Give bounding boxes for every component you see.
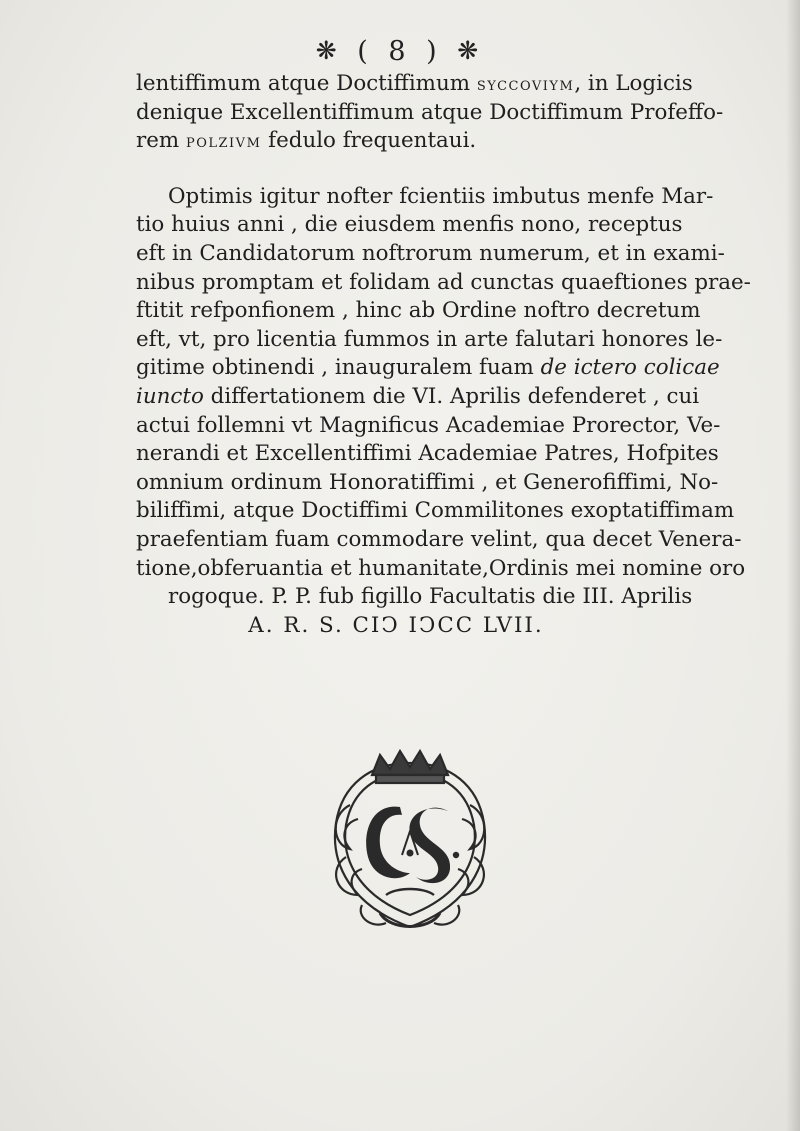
text-line: rogoque. P. P. fub figillo Facultatis die III. Aprilis: [168, 584, 693, 610]
text-line: nerandi et Excellentiffimi Academiae Patres, Hofpites: [136, 441, 719, 467]
right-ornament-icon: ❋: [457, 36, 485, 65]
text-line: biliffimi, atque Doctiffimi Commilitones exoptatiffimam: [136, 498, 735, 524]
faculty-seal-icon: [310, 745, 510, 945]
paragraph-gap: [136, 156, 656, 183]
text-line: iuncto differtationem die VI. Aprilis defenderet , cui: [136, 383, 700, 409]
text-line: Optimis igitur nofter fcientiis imbutus menfe Mar-: [168, 183, 714, 209]
text-line: eft, vt, pro licentia fummos in arte falutari honores le-: [136, 326, 723, 352]
name-smallcaps: syccoviym: [476, 73, 575, 95]
page-header: [0, 36, 800, 67]
name-smallcaps: polzivm: [185, 130, 262, 153]
text-line: praefentiam fuam commodare velint, qua decet Venera-: [136, 526, 742, 552]
text-line: gitime obtinendi , inauguralem fuam de ictero colicae: [136, 355, 720, 381]
text-line: eft in Candidatorum noftrorum numerum, et in exami-: [136, 240, 725, 266]
dissertation-title: de ictero colicae: [540, 355, 720, 381]
text-line: omnium ordinum Honoratiffimi , et Generofiffimi, No-: [136, 469, 719, 495]
dissertation-title: iuncto: [136, 383, 204, 409]
date-line: A. R. S. CIↃ IↃCC LVII.: [248, 612, 544, 638]
text-line: actui follemni vt Magnificus Academiae Prorector, Ve-: [136, 412, 721, 438]
text-line: nibus promptam et folidam ad cunctas quaeftiones prae-: [136, 269, 751, 295]
left-ornament-icon: ❋: [315, 36, 343, 65]
text-line: denique Excellentiffimum atque Doctiffimum Profeffo-: [136, 99, 724, 125]
body-text: [136, 70, 751, 640]
text-line: tio huius anni , die eiusdem menfis nono, receptus: [136, 212, 683, 238]
text-line: rem polzivm fedulo frequentaui.: [136, 128, 477, 154]
text-line: ftitit refponfionem , hinc ab Ordine noftro decretum: [136, 298, 701, 324]
page-edge-shadow: [786, 0, 800, 1131]
text-line: tione,obferuantia et humanitate,Ordinis mei nomine oro: [136, 555, 746, 581]
page-number: ( 8 ): [357, 36, 443, 67]
text-line: lentiffimum atque Doctiffimum syccoviym, in Logicis: [136, 71, 693, 96]
